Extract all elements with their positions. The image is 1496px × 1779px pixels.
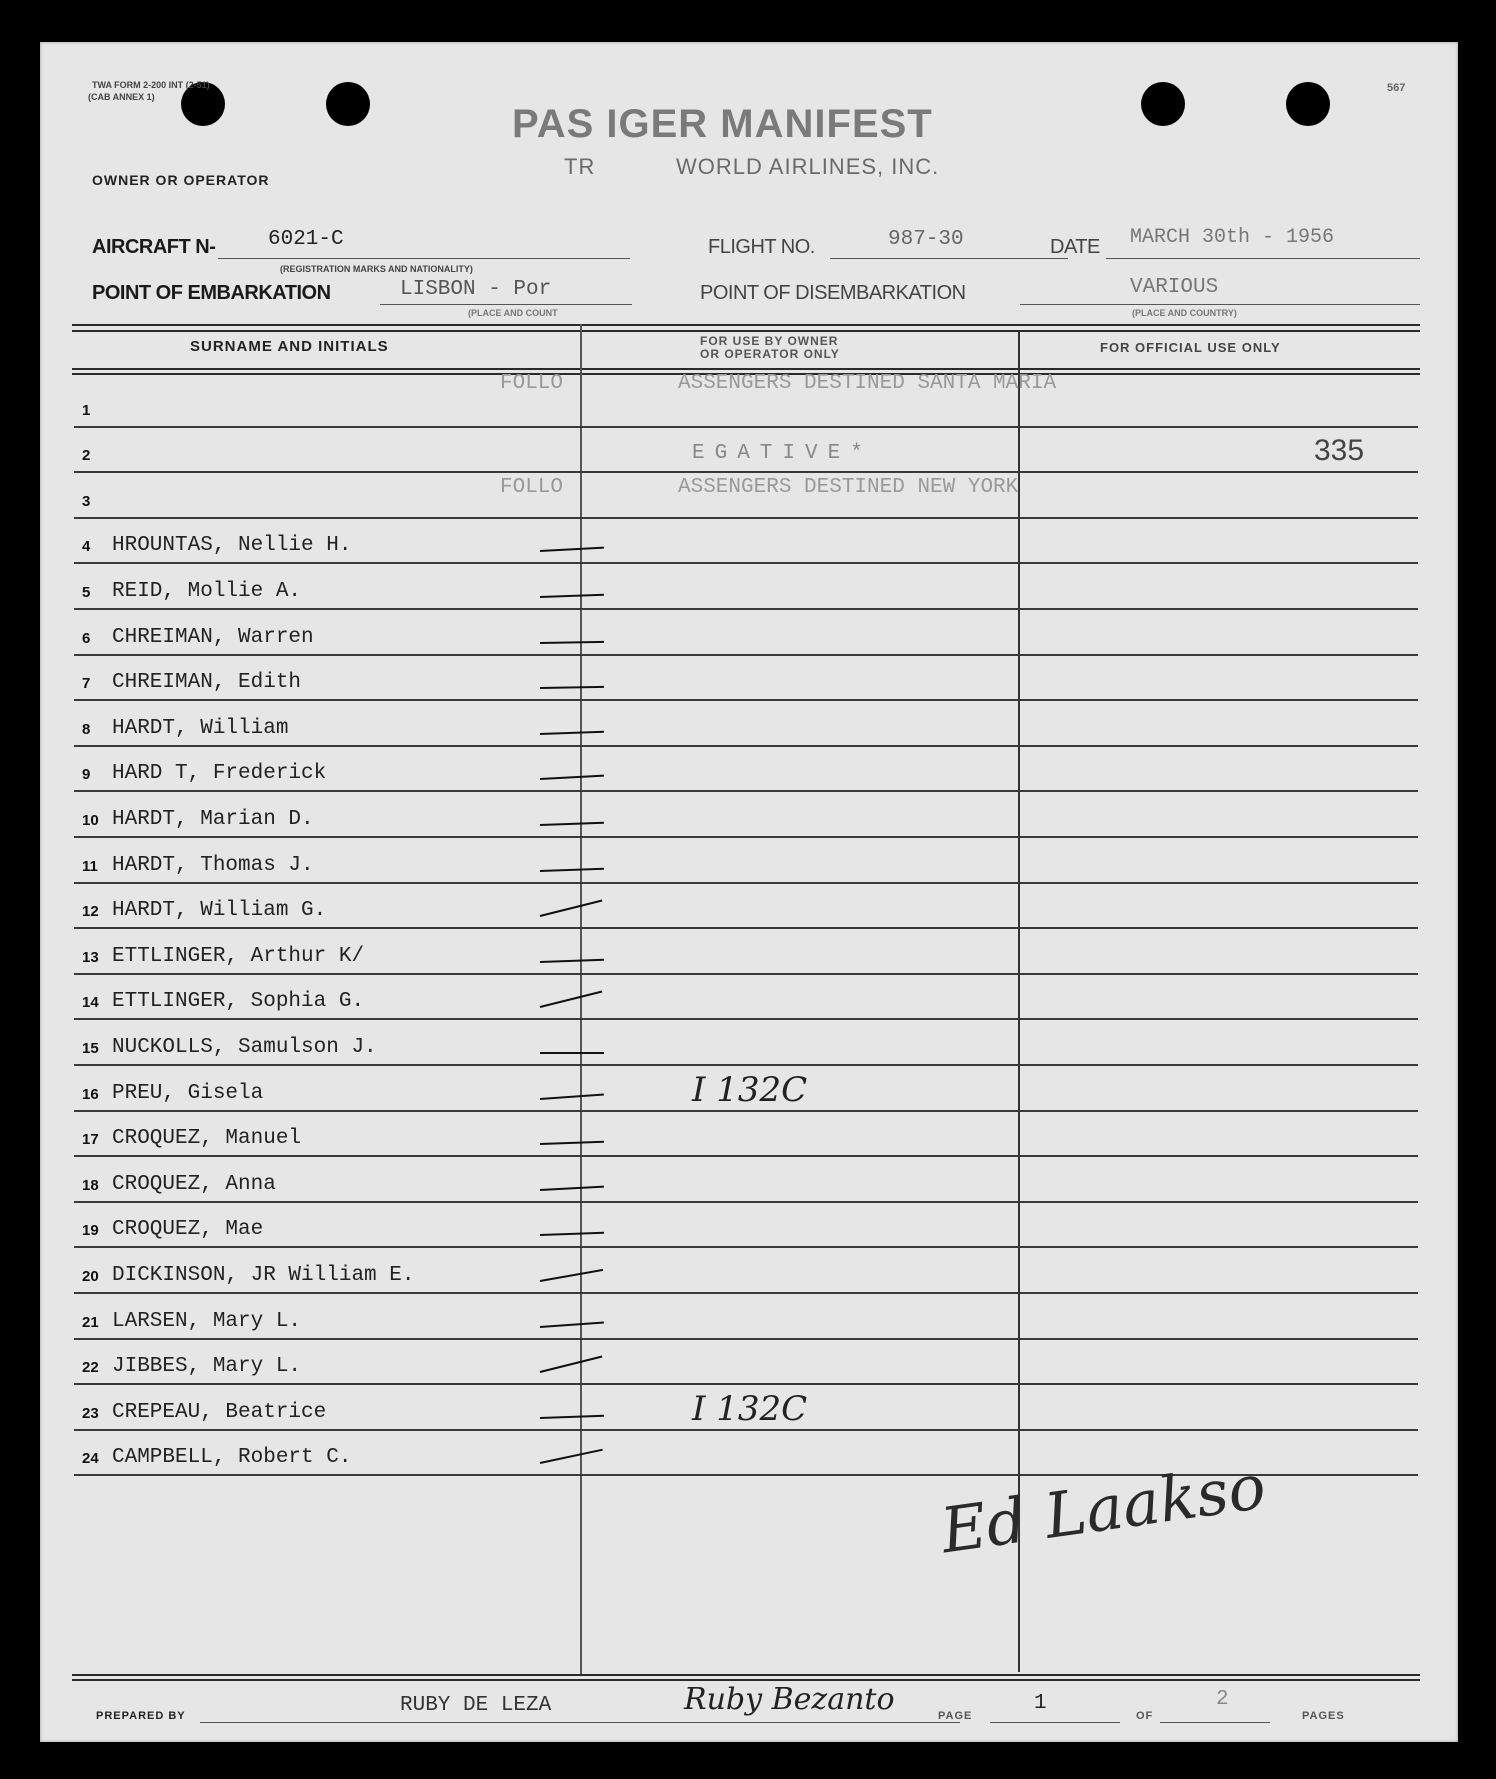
check-mark — [540, 686, 604, 689]
col-owner-use-2: OR OPERATOR ONLY — [700, 347, 840, 361]
aircraft-note: (REGISTRATION MARKS AND NATIONALITY) — [280, 264, 473, 274]
table-bottom-rule-2 — [72, 1679, 1420, 1681]
table-row — [40, 1294, 1458, 1340]
check-mark — [540, 594, 604, 598]
col-surname: SURNAME AND INITIALS — [190, 338, 389, 355]
manifest-page — [40, 42, 1458, 1742]
check-mark — [540, 731, 604, 735]
passenger-name: HARDT, Thomas J. — [112, 853, 314, 877]
check-mark — [540, 959, 604, 963]
table-row — [40, 656, 1458, 702]
table-row — [40, 747, 1458, 793]
date-underline — [1106, 258, 1420, 259]
of-label: OF — [1136, 1710, 1154, 1722]
visa-code: I 132C — [692, 1388, 808, 1429]
row-number: 11 — [82, 857, 98, 875]
airline-name: WORLD AIRLINES, INC. — [676, 154, 940, 179]
note-row1-left: FOLLO — [500, 372, 564, 395]
passenger-name: ETTLINGER, Arthur K/ — [112, 944, 365, 968]
check-mark — [540, 867, 604, 871]
col-official: FOR OFFICIAL USE ONLY — [1100, 340, 1281, 355]
check-mark — [540, 547, 604, 552]
check-mark — [540, 991, 603, 1008]
header-top-rule-2 — [72, 330, 1420, 332]
check-mark — [540, 640, 604, 643]
note-row3-left: FOLLO — [500, 476, 564, 499]
row-number: 6 — [82, 629, 91, 647]
embarkation-value: LISBON - Por — [400, 278, 552, 301]
table-row — [40, 1112, 1458, 1158]
check-mark — [540, 1449, 603, 1464]
table-row — [40, 1066, 1458, 1112]
of-underline — [1160, 1722, 1270, 1723]
row-number: 9 — [82, 766, 91, 784]
disembarkation-value: VARIOUS — [1130, 276, 1219, 299]
check-mark — [540, 1093, 604, 1099]
table-bottom-rule — [72, 1674, 1420, 1676]
punch-hole-2 — [326, 82, 370, 126]
flight-label: FLIGHT NO. — [708, 236, 815, 258]
passenger-name: DICKINSON, JR William E. — [112, 1263, 415, 1287]
row-number: 5 — [82, 583, 91, 601]
check-mark — [540, 900, 603, 917]
passenger-name: REID, Mollie A. — [112, 579, 302, 603]
table-row — [40, 1020, 1458, 1066]
form-number: TWA FORM 2-200 INT (2-51) — [92, 80, 210, 90]
row-number: 2 — [82, 447, 91, 465]
check-mark — [540, 1356, 603, 1373]
header-top-rule — [72, 324, 1420, 326]
row-number: 4 — [82, 538, 91, 556]
preparer-signature: Ruby Bezanto — [684, 1682, 895, 1717]
prepared-by-label: PREPARED BY — [96, 1710, 186, 1722]
form-annex: (CAB ANNEX 1) — [88, 92, 155, 102]
table-row — [40, 1340, 1458, 1386]
embarkation-underline — [380, 304, 632, 305]
table-row — [40, 792, 1458, 838]
row-number: 14 — [82, 994, 99, 1012]
passenger-name: ETTLINGER, Sophia G. — [112, 990, 365, 1014]
check-mark — [540, 1052, 604, 1054]
row-number: 24 — [82, 1450, 99, 1468]
disembarkation-note: (PLACE AND COUNTRY) — [1132, 308, 1237, 318]
table-row — [40, 610, 1458, 656]
disembarkation-label: POINT OF DISEMBARKATION — [700, 282, 966, 304]
official-signature: Ed Laakso — [936, 1449, 1270, 1568]
flight-underline — [830, 258, 1068, 259]
table-row — [40, 975, 1458, 1021]
passenger-name: CAMPBELL, Robert C. — [112, 1446, 352, 1470]
table-row — [40, 1203, 1458, 1249]
table-row — [40, 838, 1458, 884]
punch-hole-3 — [1141, 82, 1185, 126]
check-mark — [540, 1141, 604, 1145]
check-mark — [540, 1232, 604, 1236]
table-row — [40, 929, 1458, 975]
table-row — [40, 1157, 1458, 1203]
table-row — [40, 564, 1458, 610]
aircraft-underline — [218, 258, 630, 259]
pages-label: PAGES — [1302, 1710, 1345, 1722]
check-mark — [540, 1185, 604, 1190]
punch-hole-4 — [1286, 82, 1330, 126]
passenger-name: CHREIMAN, Edith — [112, 671, 302, 695]
prepared-by-value: RUBY DE LEZA — [400, 1694, 552, 1717]
row-number: 20 — [82, 1267, 99, 1285]
disembarkation-underline — [1020, 304, 1420, 305]
row-number: 3 — [82, 492, 91, 510]
page-code: 567 — [1387, 82, 1406, 94]
date-label: DATE — [1050, 236, 1100, 258]
row-number: 12 — [82, 903, 99, 921]
passenger-name: HARDT, William G. — [112, 899, 327, 923]
check-mark — [540, 1415, 604, 1419]
passenger-name: PREU, Gisela — [112, 1081, 264, 1105]
row-number: 19 — [82, 1222, 99, 1240]
row-number: 10 — [82, 811, 99, 829]
row-number: 21 — [82, 1313, 99, 1331]
passenger-name: CROQUEZ, Manuel — [112, 1127, 302, 1151]
row-number: 17 — [82, 1131, 99, 1149]
manifest-title: PAS IGER MANIFEST — [512, 102, 933, 146]
prepared-by-underline — [200, 1722, 960, 1723]
table-row — [40, 1248, 1458, 1294]
row-number: 18 — [82, 1176, 99, 1194]
row-number: 22 — [82, 1359, 99, 1377]
passenger-name: CREPEAU, Beatrice — [112, 1400, 327, 1424]
passenger-name: CHREIMAN, Warren — [112, 625, 314, 649]
note-row1-right: ASSENGERS DESTINED SANTA MARIA — [678, 372, 1057, 395]
row-number: 7 — [82, 675, 91, 693]
page-number: 1 — [1034, 1692, 1047, 1715]
check-mark — [540, 775, 604, 780]
note-row3-right: ASSENGERS DESTINED NEW YORK — [678, 476, 1019, 499]
table-row — [40, 519, 1458, 565]
row-number: 1 — [82, 401, 91, 419]
table-row — [40, 1385, 1458, 1431]
passenger-name: NUCKOLLS, Samulson J. — [112, 1035, 377, 1059]
owner-operator-label: OWNER OR OPERATOR — [92, 172, 270, 188]
passenger-name: HROUNTAS, Nellie H. — [112, 534, 352, 558]
visa-code: I 132C — [692, 1069, 808, 1110]
row-number: 15 — [82, 1039, 99, 1057]
table-row — [40, 701, 1458, 747]
aircraft-label: AIRCRAFT N- — [92, 236, 216, 258]
check-mark — [540, 1269, 603, 1282]
row-number: 8 — [82, 720, 91, 738]
passenger-name: LARSEN, Mary L. — [112, 1309, 302, 1333]
row-number: 13 — [82, 948, 99, 966]
col-owner-use-1: FOR USE BY OWNER — [700, 334, 839, 348]
passenger-name: CROQUEZ, Anna — [112, 1172, 276, 1196]
aircraft-value: 6021-C — [268, 228, 344, 251]
flight-value: 987-30 — [888, 228, 964, 251]
row-number: 16 — [82, 1085, 99, 1103]
subtitle-left: TR — [564, 154, 596, 179]
embarkation-note: (PLACE AND COUNT — [468, 308, 558, 318]
note-row2-mid: EGATIVE* — [692, 442, 873, 465]
passenger-name: JIBBES, Mary L. — [112, 1355, 302, 1379]
page-total: 2 — [1216, 1688, 1229, 1711]
table-row — [40, 884, 1458, 930]
passenger-name: HARDT, Marian D. — [112, 807, 314, 831]
row-number: 23 — [82, 1404, 99, 1422]
note-row2-number: 335 — [1314, 434, 1365, 467]
embarkation-label: POINT OF EMBARKATION — [92, 282, 331, 304]
passenger-name: CROQUEZ, Mae — [112, 1218, 264, 1242]
header-bottom-rule — [72, 368, 1420, 370]
check-mark — [540, 822, 604, 826]
page-label: PAGE — [938, 1710, 973, 1722]
passenger-name: HARDT, William — [112, 716, 289, 740]
check-mark — [540, 1321, 604, 1327]
passenger-name: HARD T, Frederick — [112, 762, 327, 786]
date-value: MARCH 30th - 1956 — [1130, 226, 1335, 249]
page-underline — [990, 1722, 1120, 1723]
